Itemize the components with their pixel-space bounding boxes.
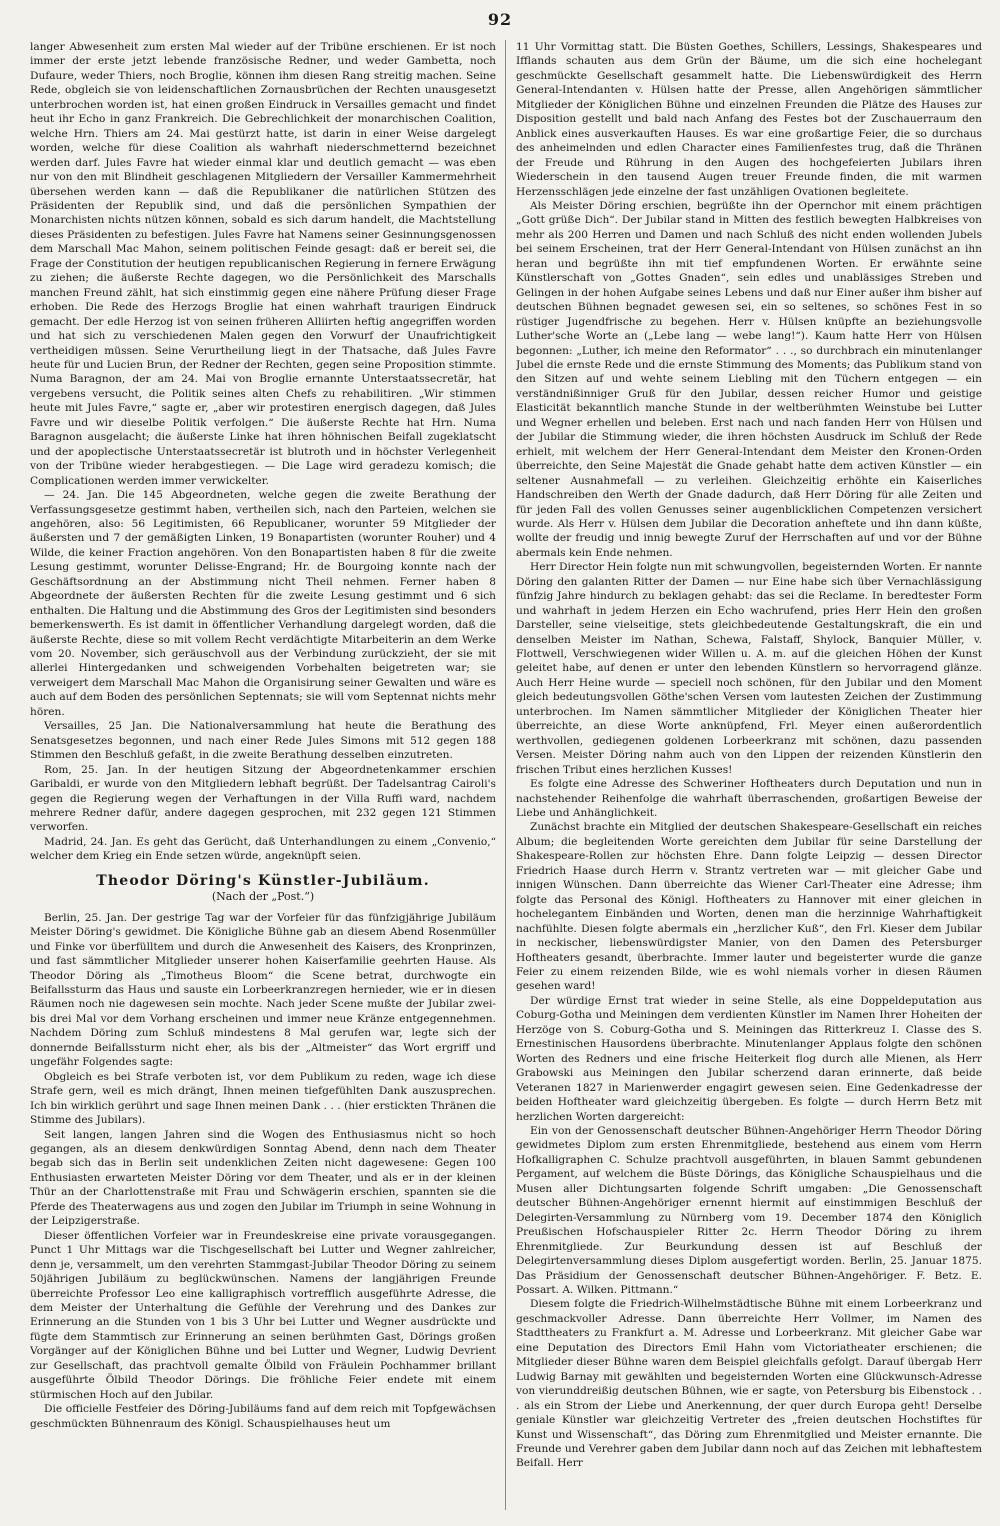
article-paragraph: Der würdige Ernst trat wieder in seine Stelle, als eine Doppeldeputation aus Coburg-Gotha und Meiningen dem verdienten Künstler im Namen Ihrer Hoheiten der Herzöge von S. Coburg-Gotha und S. Meiningen das Ritterkreuz I. Classe des S. Ernestinischen Hausordens überbrachte. Minutenlanger Applaus folgte den schönen Worten des Redners und eine frische Heiterkeit flog durch alle Mienen, als Herr Grabowski aus Meiningen den Jubilar scherzend daran erinnerte, daß beide Veteranen 1827 in Marienwerder engagirt gewesen seien. Eine Gedenkadresse der beiden Hoftheater ward gleichzeitig übergeben. Es folgte — durch Herrn Betz mit herzlichen Worten dargereicht: bbox=[516, 994, 982, 1123]
page-number: 92 bbox=[487, 10, 513, 29]
article-paragraph: Obgleich es bei Strafe verboten ist, vor dem Publikum zu reden, wage ich diese Strafe gern, weil es mich drängt, Ihnen meinen tiefgefühlten Dank auszusprechen. Ich bin wirklich gerührt und sage Ihnen meinen Dank . . . (hier erstickten Thränen die Stimme des Jubilars). bbox=[30, 1070, 496, 1127]
article-paragraph: Dieser öffentlichen Vorfeier war in Freundeskreise eine private vorausgegangen. Punct 1 Uhr Mittags war die Tischgesellschaft bei Lutter und Wegner zahlreicher, denn je, versammelt, um den verehrten Stammgast-Jubilar Theodor Döring zu seinem 50jährigen Jubiläum zu beglückwünschen. Namens der langjährigen Freunde überreichte Professor Leo eine kalligraphisch vortrefflich ausgeführte Adresse, die dem Meister der Unterhaltung die Gefühle der Verehrung und des Dankes zur Erinnerung an die Stunden von 1 bis 3 Uhr bei Lutter und Wegner ausdrückte und fügte dem Stammtisch zur Erinnerung an seinen berühmten Gast, Dörings großen Vorgänger auf der Königlichen Bühne und bei Lutter und Wegner, Ludwig Devrient zur Gesellschaft, das prachtvoll gemalte Ölbild von Fräulein Pochhammer brillant ausgeführte Ölbild Theodor Dörings. Die fröhliche Feier endete mit einem stürmischen Hoch auf den Jubilar. bbox=[30, 1229, 496, 1401]
article-paragraph: Ein von der Genossenschaft deutscher Bühnen-Angehöriger Herrn Theodor Döring gewidmetes Diplom zum ersten Ehrenmitgliede, bestehend aus einem vom Herrn Hofkalligraphen C. Schulze prachtvoll ausgeführten, in blauen Sammt gebundenen Pergament, auf welchem die Büste Dörings, das Königliche Schauspielhaus und die Musen aller Dichtungsarten folgende Schrift umgaben: „Die Genossenschaft deutscher Bühnen-Angehöriger ernennt hiermit auf einstimmigen Beschluß der Delegirten-Versammlung zu Nürnberg vom 19. December 1874 den Königlich Preußischen Hofschauspieler Ritter 2c. Herrn Theodor Döring zu ihrem Ehrenmitgliede. Zur Beurkundung dessen ist auf Beschluß der Delegirtenversammlung dieses Diplom ausgefertigt worden. Berlin, 25. Januar 1875. Das Präsidium der Genossenschaft deutscher Bühnen-Angehöriger. F. Betz. E. Possart. A. Wilken. Pittmann.“ bbox=[516, 1124, 982, 1296]
article-paragraph: langer Abwesenheit zum ersten Mal wieder auf der Tribüne erschienen. Er ist noch immer der erste jetzt lebende französische Redner, und weder Gambetta, noch Dufaure, weder Thiers, noch Broglie, können ihm diesen Rang streitig machen. Seine Rede, obgleich sie von leidenschaftlichen Zornausbrüchen der Rechten unausgesetzt unterbrochen worden ist, hat einen großen Eindruck in Versailles gemacht und findet heut ihr Echo in ganz Frankreich. Die Gebrechlichkeit der monarchischen Coalition, welche Hrn. Thiers am 24. Mai gestürzt hatte, ist darin in einer Weise dargelegt worden, welche für diese Coalition als wahrhaft niederschmetternd bezeichnet werden darf. Jules Favre hat wieder einmal klar und deutlich gemacht — was eben nur von den mit Blindheit geschlagenen Mitgliedern der Versailler Kammermehrheit übersehen werden kann — daß die Republikaner die natürlichen Stützen des Präsidenten der Republik sind, und daß die persönlichen Sympathien der Monarchisten nichts nützen können, sobald es sich darum handelt, die Machtstellung dieses Präsidenten zu befestigen. Jules Favre hat Namens seiner Gesinnungsgenossen dem Marschall Mac Mahon, seinem politischen Feinde gesagt: daß er bereit sei, die Frage der Constitution der heutigen republicanischen Regierung in fernere Erwägung zu ziehen; die äußerste Rechte dagegen, wo die Persönlichkeit des Marschalls manchen Freund zählt, hat sich einstimmig gegen eine nähere Prüfung dieser Frage erhoben. Die Rede des Herzogs Broglie hat einen wahrhaft traurigen Eindruck gemacht. Der edle Herzog ist von seinen früheren Alliirten heftig angegriffen worden und hat sich zu verschiedenen Malen gegen den Vorwurf der Unaufrichtigkeit vertheidigen müssen. Seine Verurtheilung liegt in der Thatsache, daß Jules Favre heute für und Lucien Brun, der Redner der Rechten, gegen seine Proposition stimmte. Numa Baragnon, der am 24. Mai von Broglie ernannte Unterstaatssecretär, hat vergebens versucht, die Politik seines alten Chefs zu rehabilitiren. „Wir stimmen heute mit Jules Favre,“ sagte er, „aber wir protestiren energisch dagegen, daß Jules Favre und wir dieselbe Politik verfolgen.“ Die äußerste Rechte hat Hrn. Numa Baragnon ausgelacht; die äußerste Linke hat ihren höhnischen Beifall zugeklatscht und der apoplectische Unterstaatssecretär ist blutroth und in höchster Verlegenheit von der Tribüne wieder herabgestiegen. — Die Lage wird geradezu komisch; die Complicationen werden immer verwickelter. bbox=[30, 41, 496, 487]
article-paragraph: 11 Uhr Vormittag statt. Die Büsten Goethes, Schillers, Lessings, Shakespeares und Ifflands schauten aus dem Grün der Bäume, um die sich eine hochelegant geschmückte Gesellschaft gesammelt hatte. Die Liebenswürdigkeit des Herrn General-Intendanten v. Hülsen hatte der Presse, allen Angehörigen sämmtlicher Mitglieder der Königlichen Bühne und einzelnen Freunden die Plätze des Hauses zur Disposition gestellt und bald nach Anfang des Festes bot der Zuschauerraum den Anblick eines ausverkauften Hauses. Es war eine großartige Feier, die so durchaus des anheimelnden und edlen Character eines Familienfestes trug, daß die Thränen der Freude und Rührung in den Augen des hochgefeierten Jubilars ihren Wiederschein in den tausend Augen treuer Freunde finden, die mit warmen Herzensschlägen jede einzelne der fast unzähligen Ovationen begleitete. bbox=[516, 41, 982, 198]
article-paragraph: Die officielle Festfeier des Döring-Jubiläums fand auf dem reich mit Topfgewächsen geschmückten Bühnenraum des Königl. Schauspielhauses heut um bbox=[30, 1403, 496, 1430]
article-paragraph: Seit langen, langen Jahren sind die Wogen des Enthusiasmus nicht so hoch gegangen, als an diesem denkwürdigen Sonntag Abend, denn nach dem Theater begab sich das in Berlin seit undenklichen Zeiten nicht dagewesene: Gegen 100 Enthusiasten erwarteten Meister Döring vor dem Theater, und als er in der kleinen Thür an der Charlottenstraße mit Frau und Schwägerin erschien, spannten sie die Pferde des Theaterwagens aus und zogen den Jubilar im Triumph in seine Wohnung in der Leipzigerstraße. bbox=[30, 1128, 496, 1228]
article-paragraph: Zunächst brachte ein Mitglied der deutschen Shakespeare-Gesellschaft ein reiches Album; die begleitenden Worte gereichten dem Jubilar für seine Darstellung der Shakespeare-Rollen zur höchsten Ehre. Dann folgte Leipzig — dessen Director Friedrich Haase durch Herrn v. Strantz vertreten war — mit gleicher Gabe und innigen Wünschen. Dann überreichte das Wiener Carl-Theater eine Adresse; ihm folgte das Personal des Königl. Hoftheaters zu Hannover mit einer gleichen in hochelegantem Einbänden und Worten, denen man die herzinnige Wahrhaftigkeit nachfühlte. Diesen folgte abermals ein „herzlicher Kuß“, den Frl. Kieser dem Jubilar in neckischer, liebenswürdigster Manier, von den Damen des Petersburger Hoftheaters gesandt, überbrachte. Immer lauter und begeisterter wurde die ganze Feier zu einem reizenden Bilde, wie es wohl niemals vorher in diesen Räumen gesehen ward! bbox=[516, 821, 982, 993]
article-paragraph: Berlin, 25. Jan. Der gestrige Tag war der Vorfeier für das fünfzigjährige Jubiläum Meister Döring's gewidmet. Die Königliche Bühne gab an diesem Abend Rosenmüller und Finke vor überfülltem und durch die Anwesenheit des Kaisers, des Kronprinzen, und fast sämmtlicher Mitglieder unserer hohen Kaiserfamilie geehrten Hause. Als Theodor Döring als „Timotheus Bloom“ die Scene betrat, durchwogte ein Beifallssturm das Haus und sauste ein Lorbeerkranzregen hernieder, wie er in diesen Räumen noch nie dagewesen sein mochte. Nach jeder Scene mußte der Jubilar zwei- bis drei Mal vor dem Vorhang erscheinen und immer neue Kränze entgegennehmen. Nachdem Döring zum Schluß mindestens 8 Mal gerufen war, legte sich der donnernde Beifallssturm nicht eher, als bis der „Altmeister“ das Wort ergriff und ungefähr Folgendes sagte: bbox=[30, 911, 496, 1069]
section-source: (Nach der „Post.“) bbox=[211, 890, 315, 904]
article-paragraph: Diesem folgte die Friedrich-Wilhelmstädtische Bühne mit einem Lorbeerkranz und geschmackvoller Adresse. Dann überreichte Herr Vollmer, im Namen des Stadttheaters zu Frankfurt a. M. Adresse und Lorbeerkranz. Mit gleicher Gabe war eine Deputation des Directors Emil Hahn vom Victoriatheater erschienen; die Mitglieder dieser Bühne waren dem Beispiel gleichfalls gefolgt. Darauf übergab Herr Ludwig Barnay mit gewählten und begeisternden Worten eine Glückwunsch-Adresse von vierunddreißig deutschen Bühnen, wie er sagte, von Petersburg bis Eibenstock . . . als ein Strom der Liebe und Anerkennung, der quer durch Europa geht! Derselbe geniale Künstler war gleichzeitig Vertreter des „freien deutschen Hochstiftes für Kunst und Wissenschaft“, das Döring zum Ehrenmitglied und Meister ernannte. Die Freunde und Verehrer gaben dem Jubilar dann noch auf das Zeichen mit lebhaftestem Beifall. Herr bbox=[516, 1298, 982, 1470]
article-paragraph: Versailles, 25 Jan. Die Nationalversammlung hat heute die Berathung des Senatsgesetzes begonnen, und nach einer Rede Jules Simons mit 512 gegen 188 Stimmen den Beschluß gefaßt, in die zweite Berathung desselben einzutreten. bbox=[30, 720, 496, 762]
article-paragraph: Rom, 25. Jan. In der heutigen Sitzung der Abgeordnetenkammer erschien Garibaldi, er wurde von den Mitgliedern lebhaft begrüßt. Der Tadelsantrag Cairoli's gegen die Regierung wegen der Verhaftungen in der Villa Ruffi ward, nachdem mehrere Redner dafür, andere dagegen gesprochen, mit 232 gegen 121 Stimmen verworfen. bbox=[30, 763, 496, 834]
article-paragraph: Es folgte eine Adresse des Schweriner Hoftheaters durch Deputation und nun in nachstehender Reihenfolge die wahrhaft überraschenden, großartigen Beweise der Liebe und Anhänglichkeit. bbox=[516, 778, 982, 820]
right-column bbox=[516, 40, 982, 1510]
article-paragraph: Madrid, 24. Jan. Es geht das Gerücht, daß Unterhandlungen zu einem „Convenio,“ welcher dem Krieg ein Ende setzen würde, angeknüpft seien. bbox=[30, 835, 496, 863]
column-divider bbox=[505, 40, 506, 1510]
article-paragraph: — 24. Jan. Die 145 Abgeordneten, welche gegen die zweite Berathung der Verfassungsgesetze gestimmt haben, vertheilen sich, nach den Parteien, welchen sie angehören, also: 56 Legitimisten, 66 Republicaner, worunter 59 Mitglieder der äußersten und 7 der gemäßigten Linken, 19 Bonapartisten (worunter Rouher) und 4 Wilde, die keiner Fraction angehören. Von den Bonapartisten haben 8 für die zweite Lesung gestimmt, worunter Delisse-Engrand; Hr. de Bourgoing konnte nach der Geschäftsordnung an der Abstimmung nicht Theil nehmen. Ferner haben 8 Abgeordnete der äußersten Rechten für die zweite Lesung gestimmt und 6 sich enthalten. Die Haltung und die Abstimmung des Gros der Legitimisten sind besonders bemerkenswerth. Es ist damit in öffentlicher Verhandlung dargelegt worden, daß die äußerste Rechte, diese so mit vollem Recht verdächtigte Mitarbeiterin an dem Werke vom 20. November, sich geräuschvoll aus der Verbindung zurückzieht, der sie mit allerlei Hintergedanken und schweigenden Vorbehalten beigetreten war; sie verweigert dem Marschall Mac Mahon die Organisirung seiner Gewalten und wäre es auch auf dem Boden des persönlichen Septennats; sie will vom Septennat nichts mehr hören. bbox=[30, 489, 496, 718]
article-paragraph: Als Meister Döring erschien, begrüßte ihn der Opernchor mit einem prächtigen „Gott grüße Dich“. Der Jubilar stand in Mitten des festlich bewegten Halbkreises von mehr als 200 Herren und Damen und nach Schluß des nicht enden wollenden Jubels bei seinem Erscheinen, trat der Herr General-Intendant von Hülsen zunächst an ihn heran und begrüßte ihn mit tief empfundenen Worten. Er erwähnte seine Künstlerschaft von „Gottes Gnaden“, sein edles und unablässiges Streben und Gelingen in der hohen Aufgabe seines Lebens und daß nur Einer außer ihm bisher auf deutschen Bühnen begnadet gewesen sei, ein so seltenes, so schönes Fest in so rüstiger Jugendfrische zu begehen. Herr v. Hülsen knüpfte an beziehungsvolle Luther'sche Worte an („Lebe lang — webe lang!“). Kaum hatte Herr von Hülsen begonnen: „Luther, ich meine den Reformator“ . . ., so durchbrach ein minutenlanger Jubel die ernste Rede und die ernste Stimmung des Moments; das Publikum stand von den Sitzen auf und wehte seinem Liebling mit den Tüchern entgegen — ein verständnißinniger Gruß für den Jubilar, dessen reicher Humor und geistige Elasticität bekanntlich manche Stunde in der weltberühmten Weinstube bei Lutter und Wegner erhellen und beleben. Erst nach und nach fanden Herr von Hülsen und der Jubilar die Stimmung wieder, die ihren höchsten Ausdruck im Schluß der Rede erhielt, mit welchem der Herr General-Intendant dem Meister den Kronen-Orden überreichte, den Seine Majestät die Gnade gehabt hatte dem activen Künstler — ein seltener Ausnahmefall — zu verleihen. Gleichzeitig erhöhte ein Kaiserliches Handschreiben den Werth der Gnade dadurch, daß Herr Döring für alle Zeiten und für jeden Fall des vollen Genusses seiner augenblicklichen Competenzen versichert wurde. Als Herr v. Hülsen dem Jubilar die Decoration anheftete und ihn dann küßte, wollte der freudig und innig bewegte Zuruf der Herrschaften auf und vor der Bühne abermals kein Ende nehmen. bbox=[516, 199, 982, 559]
article-paragraph: Herr Director Hein folgte nun mit schwungvollen, begeisternden Worten. Er nannte Döring den galanten Ritter der Damen — nur Eine habe sich über Vernachlässigung fünfzig Jahre hindurch zu beklagen gehabt: das sei die Reclame. In beredtester Form und wahrhaft in jedem Herzen ein Echo wachrufend, pries Herr Hein den großen Darsteller, seine vielseitige, stets gleichbedeutende Gestaltungskraft, die ein und denselben Meister im Nathan, Schewa, Falstaff, Shylock, Banquier Müller, v. Flottwell, Verschwiegenen wider Willen u. A. m. auf die gleichen Höhen der Kunst geleitet habe, auf denen er unter den lebenden Künstlern so hervorragend glänze. Auch Herr Heine wurde — speciell noch schönen, für den Jubilar und den Moment gleich bedeutungsvollen Göthe'schen Versen vom lautesten Zeichen der Zustimmung unterbrochen. Im Namen sämmtlicher Mitglieder der Königlichen Theater hier überreichte, an diese Worte anknüpfend, Frl. Meyer einen außerordentlich werthvollen, gediegenen goldenen Lorbeerkranz mit schönen, dazu passenden Versen. Meister Döring nahm auch von den Lippen der reizenden Künstlerin den frischen Tribut eines herzlichen Kusses! bbox=[516, 561, 982, 776]
left-column bbox=[30, 40, 496, 1510]
section-title: Theodor Döring's Künstler-Jubiläum. bbox=[96, 872, 430, 889]
text-columns bbox=[30, 40, 982, 1510]
